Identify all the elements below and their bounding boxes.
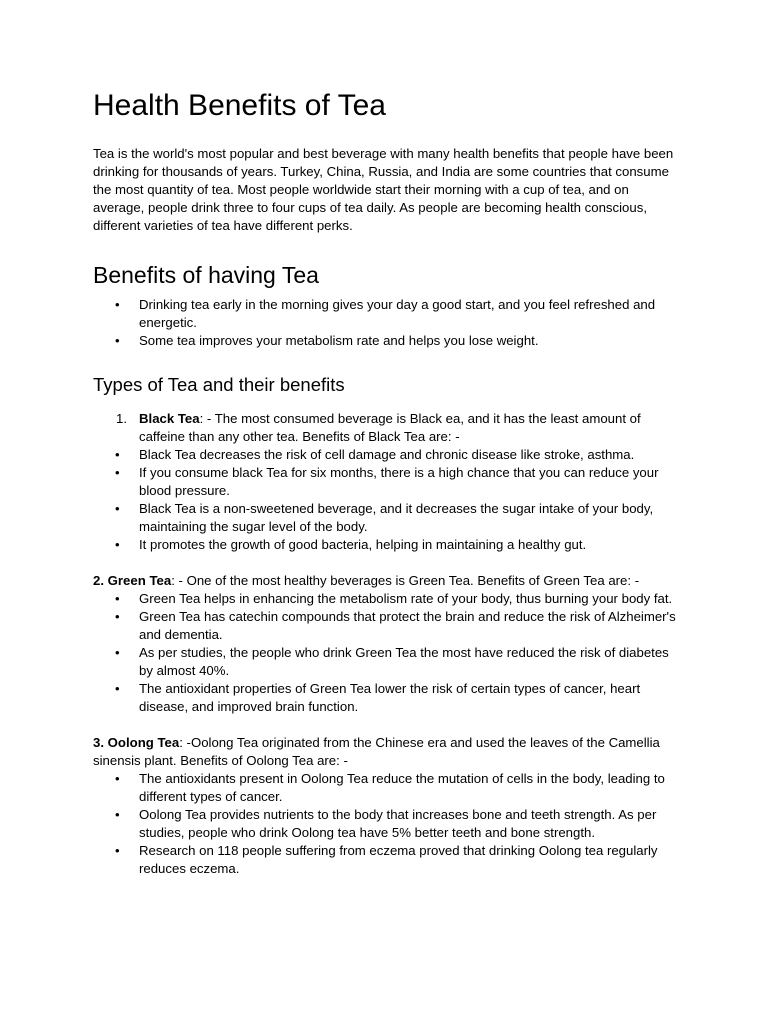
bullet-icon: • bbox=[115, 591, 120, 606]
list-item bbox=[93, 644, 683, 680]
list-item-text: Some tea improves your metabolism rate and helps you lose weight. bbox=[139, 333, 539, 348]
list-item-text: Oolong Tea provides nutrients to the body that increases bone and teeth strength. As per studies, people who drink Oolong tea have 5% better teeth and bone strength. bbox=[139, 807, 657, 840]
list-item bbox=[93, 446, 683, 464]
list-item-text: The antioxidant properties of Green Tea lower the risk of certain types of cancer, heart disease, and improved brain function. bbox=[139, 681, 641, 714]
page-title: Health Benefits of Tea bbox=[93, 89, 386, 122]
list-item bbox=[93, 842, 683, 878]
oolong-tea-intro: : -Oolong Tea originated from the Chinese era and used the leaves of the Camellia sinensis plant. Benefits of Oolong Tea are: - bbox=[93, 735, 660, 768]
green-tea-benefits-list bbox=[93, 590, 683, 716]
types-heading: Types of Tea and their benefits bbox=[93, 374, 345, 395]
bullet-icon: • bbox=[115, 501, 120, 516]
list-item-text: Green Tea has catechin compounds that protect the brain and reduce the risk of Alzheimer's and dementia. bbox=[139, 609, 676, 642]
list-item bbox=[93, 536, 683, 554]
list-item bbox=[93, 500, 683, 536]
bullet-icon: • bbox=[115, 297, 120, 312]
list-item-text: It promotes the growth of good bacteria, helping in maintaining a healthy gut. bbox=[139, 537, 587, 552]
black-tea-section bbox=[93, 410, 683, 446]
bullet-icon: • bbox=[115, 447, 120, 462]
oolong-tea-benefits-list bbox=[93, 770, 683, 878]
black-tea-benefits-list bbox=[93, 446, 683, 554]
item-number: 1. bbox=[116, 411, 127, 426]
list-item bbox=[93, 332, 683, 350]
list-item-text: Drinking tea early in the morning gives your day a good start, and you feel refreshed and energetic. bbox=[139, 297, 656, 330]
list-item bbox=[93, 608, 683, 644]
black-tea-intro: : - The most consumed beverage is Black ea, and it has the least amount of caffeine than any other tea. Benefits of Black Tea are: - bbox=[139, 411, 641, 444]
list-item-text: Black Tea is a non-sweetened beverage, and it decreases the sugar intake of your body, maintaining the sugar level of the body. bbox=[139, 501, 654, 534]
list-item bbox=[93, 590, 683, 608]
list-item-text: If you consume black Tea for six months, there is a high chance that you can reduce your blood pressure. bbox=[139, 465, 659, 498]
list-item bbox=[93, 680, 683, 716]
list-item-text: As per studies, the people who drink Green Tea the most have reduced the risk of diabetes by almost 40%. bbox=[139, 645, 669, 678]
bullet-icon: • bbox=[115, 843, 120, 858]
bullet-icon: • bbox=[115, 807, 120, 822]
list-item-text: Green Tea helps in enhancing the metabolism rate of your body, thus burning your body fat. bbox=[139, 591, 673, 606]
benefits-list bbox=[93, 296, 683, 350]
green-tea-intro-paragraph bbox=[93, 572, 683, 590]
list-item bbox=[93, 770, 683, 806]
list-item bbox=[93, 806, 683, 842]
list-item-text: Black Tea decreases the risk of cell damage and chronic disease like stroke, asthma. bbox=[139, 447, 635, 462]
bullet-icon: • bbox=[115, 609, 120, 624]
list-item-text: The antioxidants present in Oolong Tea reduce the mutation of cells in the body, leading to different types of cancer. bbox=[139, 771, 665, 804]
list-item-text: Research on 118 people suffering from eczema proved that drinking Oolong tea regularly reduces eczema. bbox=[139, 843, 658, 876]
bullet-icon: • bbox=[115, 333, 120, 348]
benefits-heading: Benefits of having Tea bbox=[93, 262, 319, 288]
intro-paragraph: Tea is the world's most popular and best beverage with many health benefits that people have been drinking for thousands of years. Turkey, China, Russia, and India are some countries that consume the most quantity of tea. Most people worldwide start their morning with a cup of tea, and on average, people drink three to four cups of tea daily. As people are becoming health conscious, different varieties of tea have different perks. bbox=[93, 146, 674, 233]
document-content bbox=[93, 86, 683, 878]
numbered-item bbox=[93, 410, 683, 446]
list-item bbox=[93, 464, 683, 500]
bullet-icon: • bbox=[115, 645, 120, 660]
black-tea-name: Black Tea bbox=[139, 411, 200, 426]
oolong-tea-name: 3. Oolong Tea bbox=[93, 735, 180, 750]
list-item bbox=[93, 296, 683, 332]
bullet-icon: • bbox=[115, 465, 120, 480]
oolong-tea-intro-paragraph bbox=[93, 734, 683, 770]
bullet-icon: • bbox=[115, 537, 120, 552]
green-tea-intro: : - One of the most healthy beverages is Green Tea. Benefits of Green Tea are: - bbox=[171, 573, 640, 588]
bullet-icon: • bbox=[115, 681, 120, 696]
bullet-icon: • bbox=[115, 771, 120, 786]
green-tea-name: 2. Green Tea bbox=[93, 573, 172, 588]
